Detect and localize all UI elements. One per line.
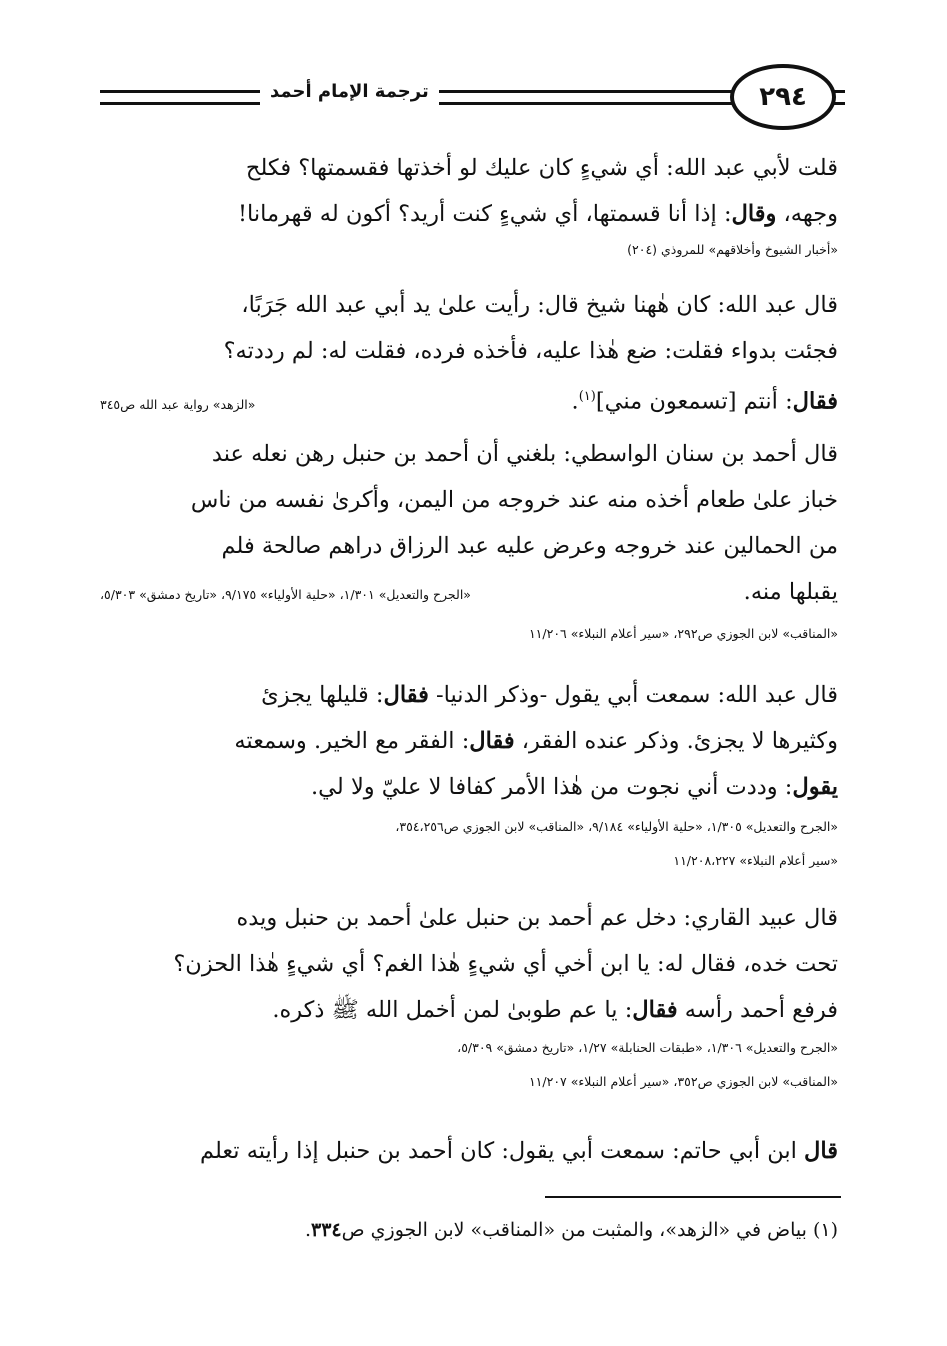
- page-header: [100, 64, 845, 124]
- entry-text-line: وكثيرها لا يجزئ. وذكر عنده الفقر، فقال: الفقر مع الخير. وسمعته: [234, 728, 838, 754]
- entry-2: [100, 282, 838, 425]
- page-number: ٢٩٤: [730, 64, 836, 130]
- entry-text-line: قال ابن أبي حاتم: سمعت أبي يقول: كان أحمد بن حنبل إذا رأيته تعلم: [200, 1138, 838, 1164]
- entry-text-line: وجهه، وقال: إذا أنا قسمتها، أي شيءٍ كنت أريد؟ أكون له قهرمانا!: [238, 201, 838, 227]
- entry-text-line: قال أحمد بن سنان الواسطي: بلغني أن أحمد بن حنبل رهن نعله عند: [211, 441, 838, 467]
- entry-4: [100, 672, 838, 874]
- entry-text-line: تحت خده، فقال له: يا ابن أخي أي شيءٍ هٰذا الغم؟ أي شيءٍ هٰذا الحزن؟: [173, 951, 838, 977]
- entry-text-line: فجئت بدواء فقلت: ضع هٰذا عليه، فأخذه فرده، فقلت له: لم رددته؟: [223, 338, 838, 364]
- entry-text-line: فرفع أحمد رأسه فقال: يا عم طوبىٰ لمن أخمل الله ﷺ ذكره.: [272, 997, 838, 1023]
- footnote-reference: (١): [578, 389, 596, 404]
- source-citation: «الجرح والتعديل» ١/٣٠٥، «حلية الأولياء» ٩/١٨٤، «المناقب» لابن الجوزي ص٣٥٤،٢٥٦،: [395, 819, 838, 834]
- source-citation: «الجرح والتعديل» ١/٣٠٦، «طبقات الحنابلة» ١/٢٧، «تاريخ دمشق» ٥/٣٠٩،: [457, 1040, 838, 1055]
- entry-text-line: خباز علىٰ طعام أخذه منه عند خروجه من اليمن، وأكرىٰ نفسه من ناس: [190, 487, 838, 513]
- entry-text-line: قال عبد الله: كان هٰهنا شيخ قال: رأيت علىٰ يد أبي عبد الله جَرَبًا،: [241, 292, 838, 318]
- entry-text-line: من الحمالين عند خروجه وعرض عليه عبد الرزاق دراهم صالحة فلم: [221, 533, 838, 559]
- footnote-rule: [545, 1196, 841, 1198]
- book-title: ترجمة الإمام أحمد: [260, 79, 439, 105]
- footnote: (١) بياض في «الزهد»، والمثبت من «المناقب» لابن الجوزي ص٣٣٤.: [304, 1219, 838, 1241]
- footnote-marker: (١): [812, 1219, 838, 1241]
- source-citation: «سير أعلام النبلاء» ١١/٢٠٨،٢٢٧: [673, 853, 838, 868]
- entry-text-line: قلت لأبي عبد الله: أي شيءٍ كان عليك لو أخذتها فقسمتها؟ فكلح: [245, 155, 838, 181]
- source-citation: «أخبار الشيوخ وأخلاقهم» للمروذي (٢٠٤): [627, 242, 838, 257]
- source-citation: «الزهد» رواية عبد الله ص٣٤٥: [100, 396, 256, 412]
- entry-6: [100, 1128, 838, 1174]
- entry-text-line: قال عبيد القاري: دخل عم أحمد بن حنبل علىٰ أحمد بن حنبل ويده: [236, 905, 838, 931]
- entry-text-line: يقبلها منه.: [743, 579, 838, 605]
- entry-text-line: يقول: وددت أني نجوت من هٰذا الأمر كفافا لا عليّ ولا لي.: [311, 774, 838, 800]
- entry-1: [100, 145, 838, 263]
- entry-3: [100, 431, 838, 647]
- entry-5: [100, 895, 838, 1095]
- entry-text-line: قال عبد الله: سمعت أبي يقول -وذكر الدنيا- فقال: قليلها يجزئ: [261, 682, 838, 708]
- source-citation: «المناقب» لابن الجوزي ص٣٥٢، «سير أعلام النبلاء» ١١/٢٠٧: [528, 1074, 838, 1089]
- entry-last-line: [100, 374, 838, 425]
- source-citation: «الجرح والتعديل» ١/٣٠١، «حلية الأولياء» ٩/١٧٥، «تاريخ دمشق» ٥/٣٠٣،: [100, 587, 471, 602]
- source-citation: «المناقب» لابن الجوزي ص٢٩٢، «سير أعلام النبلاء» ١١/٢٠٦: [528, 626, 838, 641]
- entry-last-line: [100, 569, 838, 615]
- entry-text-line: فقال: أنتم [تسمعون مني]$^{(١)}$.: [571, 388, 838, 415]
